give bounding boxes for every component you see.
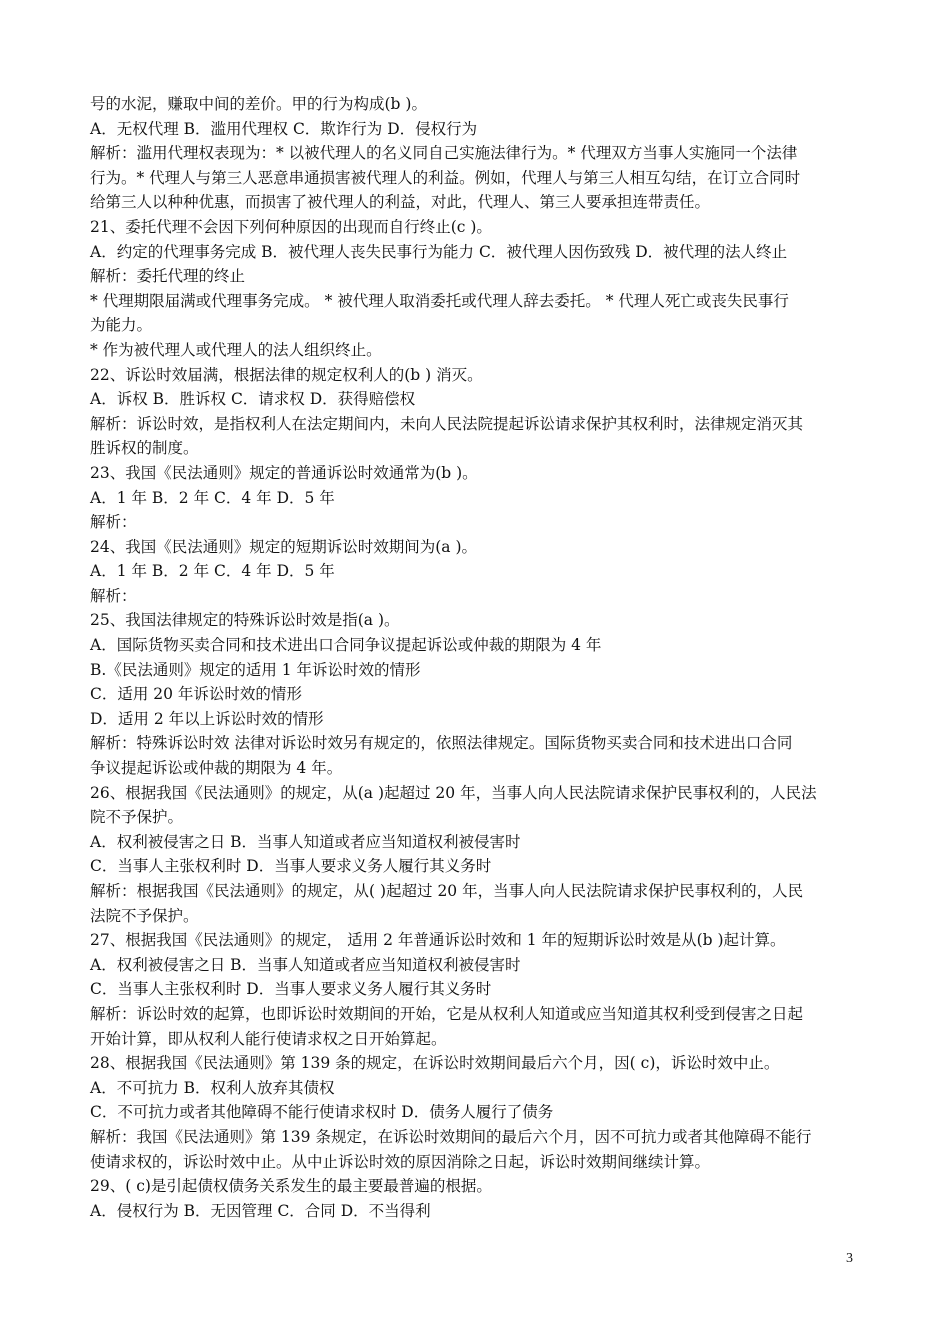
analysis-line: 解析：特殊诉讼时效 法律对诉讼时效另有规定的，依照法律规定。国际货物买卖合同和技术进出口合同 bbox=[90, 734, 793, 753]
question-28: 28、根据我国《民法通则》第 139 条的规定，在诉讼时效期间最后六个月，因( c)，诉讼时效中止。 bbox=[90, 1054, 780, 1073]
answer-options: C．当事人主张权利时 D．当事人要求义务人履行其义务时 bbox=[90, 980, 492, 999]
answer-option-b: B.《民法通则》规定的适用 1 年诉讼时效的情形 bbox=[90, 660, 421, 679]
answer-options: A．权利被侵害之日 B．当事人知道或者应当知道权利被侵害时 bbox=[90, 955, 521, 974]
analysis-line: 解析： bbox=[90, 513, 137, 532]
question-29: 29、( c)是引起债权债务关系发生的最主要最普遍的根据。 bbox=[90, 1177, 492, 1196]
text-line: 号的水泥，赚取中间的差价。甲的行为构成(b )。 bbox=[90, 95, 427, 113]
question-23: 23、我国《民法通则》规定的普通诉讼时效通常为(b )。 bbox=[90, 463, 478, 482]
analysis-line: 解析：诉讼时效的起算，也即诉讼时效期间的开始，它是从权利人知道或应当知道其权利受到侵害之日起 bbox=[90, 1004, 804, 1023]
analysis-line: 解析：诉讼时效，是指权利人在法定期间内，未向人民法院提起诉讼请求保护其权利时，法律规定消灭其 bbox=[90, 414, 804, 433]
answer-options: C．当事人主张权利时 D．当事人要求义务人履行其义务时 bbox=[90, 857, 492, 876]
question-25: 25、我国法律规定的特殊诉讼时效是指(a )。 bbox=[90, 611, 400, 630]
answer-options: A．诉权 B．胜诉权 C．请求权 D．获得赔偿权 bbox=[90, 390, 416, 409]
analysis-line: 开始计算，即从权利人能行使请求权之日开始算起。 bbox=[90, 1029, 447, 1048]
answer-options: A．不可抗力 B．权利人放弃其债权 bbox=[90, 1078, 335, 1097]
analysis-line: 为能力。 bbox=[90, 316, 153, 335]
analysis-line: 行为。* 代理人与第三人恶意串通损害被代理人的利益。例如，代理人与第三人相互勾结，在订立合同时 bbox=[90, 168, 801, 187]
analysis-line: 解析：委托代理的终止 bbox=[90, 267, 246, 286]
answer-options: A．侵权行为 B．无因管理 C．合同 D．不当得利 bbox=[90, 1201, 431, 1220]
analysis-line: 解析：滥用代理权表现为：* 以被代理人的名义同自己实施法律行为。* 代理双方当事人实施同一个法律 bbox=[90, 144, 798, 163]
answer-options: A．1 年 B．2 年 C．4 年 D．5 年 bbox=[90, 562, 335, 581]
answer-option-d: D．适用 2 年以上诉讼时效的情形 bbox=[90, 709, 324, 728]
analysis-line: 解析：我国《民法通则》第 139 条规定，在诉讼时效期间的最后六个月，因不可抗力或者其他障碍不能行 bbox=[90, 1127, 812, 1146]
analysis-line: 给第三人以种种优惠，而损害了被代理人的利益，对此，代理人、第三人要承担连带责任。 bbox=[90, 193, 711, 212]
answer-options: C．不可抗力或者其他障碍不能行使请求权时 D．债务人履行了债务 bbox=[90, 1103, 554, 1122]
analysis-line: 胜诉权的制度。 bbox=[90, 439, 199, 458]
answer-option-a: A．国际货物买卖合同和技术进出口合同争议提起诉讼或仲裁的期限为 4 年 bbox=[90, 636, 602, 655]
answer-option-c: C．适用 20 年诉讼时效的情形 bbox=[90, 685, 302, 704]
answer-options: A．权利被侵害之日 B．当事人知道或者应当知道权利被侵害时 bbox=[90, 832, 521, 851]
analysis-line: 争议提起诉讼或仲裁的期限为 4 年。 bbox=[90, 759, 343, 778]
question-22: 22、诉讼时效届满，根据法律的规定权利人的(b ) 消灭。 bbox=[90, 365, 483, 384]
question-27: 27、根据我国《民法通则》的规定， 适用 2 年普通诉讼时效和 1 年的短期诉讼时效是从(b )起计算。 bbox=[90, 931, 786, 950]
analysis-line: 解析：根据我国《民法通则》的规定，从( )起超过 20 年，当事人向人民法院请求保护民事权利的，人民 bbox=[90, 882, 804, 900]
analysis-line: * 作为被代理人或代理人的法人组织终止。 bbox=[90, 340, 382, 359]
answer-options: A．1 年 B．2 年 C．4 年 D．5 年 bbox=[90, 488, 335, 507]
page-number: 3 bbox=[846, 1251, 853, 1266]
analysis-line: 法院不予保护。 bbox=[90, 906, 199, 925]
answer-options: A．约定的代理事务完成 B．被代理人丧失民事行为能力 C．被代理人因伤致残 D．被代理的法人终止 bbox=[90, 242, 788, 261]
question-26-cont: 院不予保护。 bbox=[90, 808, 184, 827]
analysis-line: 解析： bbox=[90, 586, 137, 605]
question-21: 21、委托代理不会因下列何种原因的出现而自行终止(c )。 bbox=[90, 217, 492, 236]
document-body bbox=[90, 92, 865, 1223]
question-26: 26、根据我国《民法通则》的规定，从(a )起超过 20 年，当事人向人民法院请求保护民事权利的，人民法 bbox=[90, 783, 817, 802]
analysis-line: * 代理期限届满或代理事务完成。 * 被代理人取消委托或代理人辞去委托。 * 代理人死亡或丧失民事行 bbox=[90, 291, 789, 310]
answer-options: A．无权代理 B．滥用代理权 C．欺诈行为 D．侵权行为 bbox=[90, 119, 478, 138]
question-24: 24、我国《民法通则》规定的短期诉讼时效期间为(a )。 bbox=[90, 537, 477, 556]
analysis-line: 使请求权的，诉讼时效中止。从中止诉讼时效的原因消除之日起，诉讼时效期间继续计算。 bbox=[90, 1152, 711, 1171]
